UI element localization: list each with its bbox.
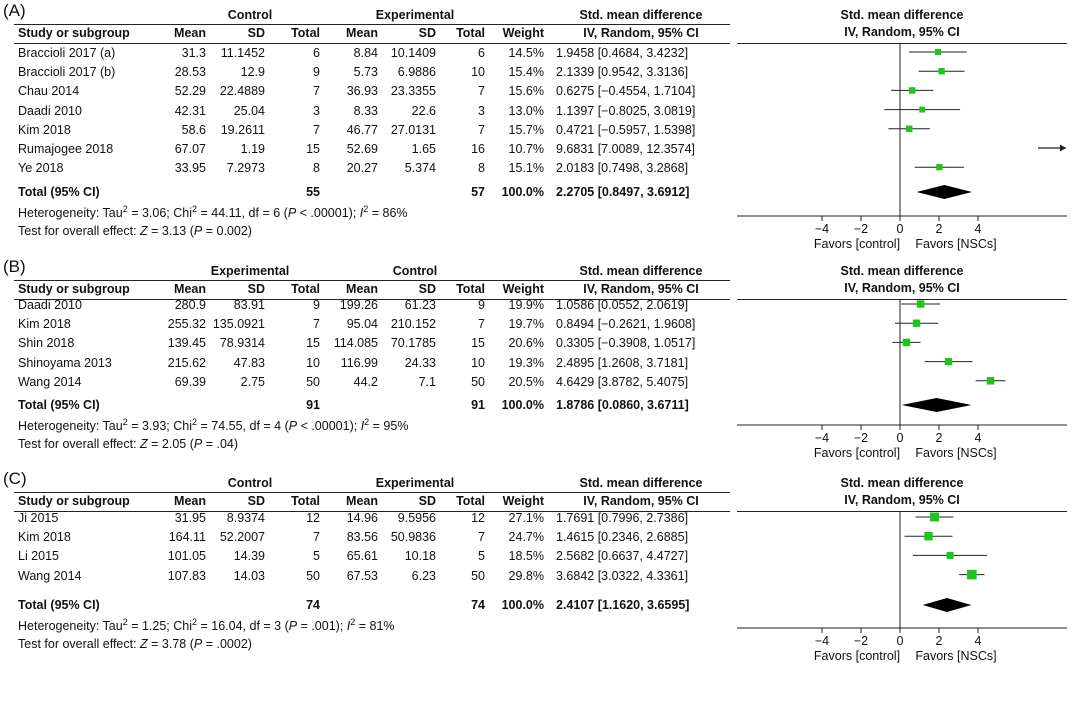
x-tick-label: 2 [935, 222, 943, 236]
smd-header-title: Std. mean difference [579, 264, 703, 278]
point-estimate-square [945, 358, 952, 365]
x-tick-label: 0 [896, 431, 904, 445]
col-total1: Total [291, 282, 320, 296]
x-tick-label: −4 [814, 634, 830, 648]
mean-1: 28.53 [174, 65, 206, 80]
heterogeneity-text-p_tail: < .00001); [296, 206, 360, 220]
smd-ci: 9.6831 [7.0089, 12.3574] [556, 142, 696, 156]
mean-2: 65.61 [346, 549, 378, 564]
overall-effect-text-prefix: Test for overall effect: [18, 224, 141, 238]
total-1: 7 [313, 317, 320, 332]
col-sd2: SD [418, 26, 436, 40]
mean-1: 164.11 [168, 530, 206, 545]
study-name: Shinoyama 2013 [18, 355, 112, 370]
col-sd1: SD [247, 282, 265, 296]
total-2: 8 [478, 161, 485, 176]
smd-ci: 0.8494 [−0.2621, 1.9608] [556, 317, 696, 332]
total-1: 50 [306, 568, 320, 583]
total-2: 10 [471, 65, 485, 80]
heterogeneity-text-sup3: 2 [350, 617, 356, 627]
plot-header-sub: IV, Random, 95% CI [844, 493, 960, 507]
sd-1: 2.75 [240, 374, 265, 389]
heterogeneity-text-p_sym: P [288, 419, 298, 433]
heterogeneity-text-tail: = 95% [369, 419, 409, 433]
sd-2: 24.33 [404, 355, 436, 370]
smd-ci: 0.3305 [−0.3908, 1.0517] [556, 336, 696, 351]
sd-2: 10.18 [404, 549, 436, 564]
total-label: Total (95% CI) [18, 598, 100, 612]
sd-2: 27.0131 [390, 122, 436, 137]
sd-2: 9.5956 [397, 511, 436, 525]
weight: 18.5% [508, 549, 544, 564]
mean-1: 67.07 [174, 142, 206, 156]
study-name: Braccioli 2017 (b) [18, 65, 116, 80]
sd-1: 135.0921 [212, 317, 265, 332]
group2-header: Experimental [375, 8, 455, 22]
smd-ci: 1.1397 [−0.8025, 3.0819] [556, 103, 696, 118]
mean-1: 33.95 [174, 161, 206, 176]
panel-label: (A) [3, 1, 26, 20]
point-estimate-square [909, 87, 915, 93]
mean-1: 52.29 [174, 84, 206, 99]
heterogeneity-text-mid: = 1.25; Chi [127, 619, 192, 633]
study-name: Ye 2018 [18, 161, 64, 176]
favors-left-label: Favors [control] [813, 649, 901, 663]
col-mean1: Mean [174, 282, 206, 296]
sd-2: 6.9886 [397, 65, 436, 80]
sd-2: 210.152 [390, 317, 436, 332]
point-estimate-square [917, 300, 924, 307]
sd-2: 61.23 [404, 298, 436, 312]
study-name: Wang 2014 [18, 568, 82, 583]
total-ci: 2.4107 [1.1620, 3.6595] [556, 598, 690, 612]
weight: 19.9% [508, 298, 544, 312]
col-total2: Total [456, 26, 485, 40]
point-estimate-square [924, 532, 932, 540]
study-name: Daadi 2010 [18, 298, 82, 312]
weight: 24.7% [508, 530, 544, 545]
study-name: Kim 2018 [18, 317, 71, 332]
col-total1: Total [291, 26, 320, 40]
sd-2: 50.9836 [390, 530, 436, 545]
sd-2: 23.3355 [390, 84, 436, 99]
point-estimate-square [919, 107, 925, 113]
heterogeneity-text-p_tail: < .00001); [297, 419, 361, 433]
mean-1: 31.3 [181, 46, 206, 60]
overall-effect-text-p_sym: P [193, 437, 203, 451]
heterogeneity-text-prefix: Heterogeneity: Tau [18, 419, 123, 433]
total-1: 3 [313, 103, 320, 118]
overall-effect-text-p_sym: P [193, 224, 203, 238]
mean-1: 280.9 [174, 298, 206, 312]
total-ci: 1.8786 [0.0860, 3.6711] [556, 398, 689, 412]
total-2: 16 [471, 142, 485, 156]
total-1: 7 [313, 122, 320, 137]
x-tick-label: −4 [814, 431, 830, 445]
weight: 27.1% [508, 511, 544, 525]
pooled-diamond [917, 185, 972, 199]
total-2: 10 [471, 355, 485, 370]
study-name: Daadi 2010 [18, 103, 82, 118]
weight: 15.7% [508, 122, 544, 137]
heterogeneity-text-p_sym: P [288, 619, 298, 633]
heterogeneity-text-p_tail: = .001); [297, 619, 347, 633]
total-2: 7 [478, 530, 485, 545]
sd-1: 7.2973 [226, 161, 265, 176]
total-n2: 57 [471, 185, 485, 199]
total-2: 15 [471, 336, 485, 351]
heterogeneity-text-sup1: 2 [122, 417, 128, 427]
total-n1: 55 [306, 185, 320, 199]
forest-panel-b [0, 257, 1080, 490]
point-estimate-square [903, 339, 911, 347]
total-1: 50 [306, 374, 320, 389]
total-ci: 2.2705 [0.8497, 3.6912] [556, 185, 690, 199]
mean-2: 52.69 [346, 142, 378, 156]
weight: 19.3% [508, 355, 544, 370]
total-weight: 100.0% [501, 185, 544, 199]
mean-2: 116.99 [340, 355, 378, 370]
mean-2: 199.26 [339, 298, 378, 312]
col-sd2: SD [418, 494, 436, 508]
col-mean2: Mean [346, 282, 378, 296]
sd-1: 52.2007 [219, 530, 265, 545]
col-mean2: Mean [346, 26, 378, 40]
x-tick-label: 4 [974, 634, 982, 648]
smd-header-title: Std. mean difference [579, 476, 703, 490]
weight: 14.5% [508, 46, 544, 60]
group1-header: Control [227, 476, 273, 490]
col-smd-sub: IV, Random, 95% CI [583, 282, 699, 296]
col-weight: Weight [502, 494, 544, 508]
smd-ci: 1.4615 [0.2346, 2.6885] [556, 530, 689, 545]
heterogeneity-text-tail: = 86% [368, 206, 408, 220]
sd-1: 47.83 [233, 355, 265, 370]
sd-2: 22.6 [411, 103, 436, 118]
study-name: Kim 2018 [18, 530, 71, 545]
sd-1: 14.39 [233, 549, 265, 564]
forest-plot-area [0, 4, 1080, 251]
col-weight: Weight [502, 282, 544, 296]
forest-panel-c [0, 469, 1080, 702]
weight: 15.1% [508, 161, 544, 176]
study-name: Ji 2015 [18, 511, 59, 525]
col-study: Study or subgroup [18, 494, 130, 508]
mean-2: 67.53 [346, 568, 378, 583]
heterogeneity-text-tail: = 81% [355, 619, 395, 633]
heterogeneity-text-mid2: = 74.55, df = 4 ( [197, 419, 289, 433]
col-smd-sub: IV, Random, 95% CI [583, 494, 699, 508]
total-1: 15 [306, 336, 320, 351]
total-2: 9 [478, 298, 485, 312]
favors-left-label: Favors [control] [813, 237, 901, 251]
point-estimate-square [987, 377, 995, 385]
total-1: 9 [313, 298, 320, 312]
x-tick-label: −2 [853, 431, 869, 445]
col-total1: Total [291, 494, 320, 508]
total-2: 7 [478, 317, 485, 332]
sd-1: 19.2611 [220, 122, 265, 137]
sd-1: 78.9314 [219, 336, 265, 351]
study-name: Li 2015 [18, 549, 60, 564]
total-1: 6 [313, 46, 320, 60]
smd-ci: 1.7691 [0.7996, 2.7386] [556, 511, 689, 525]
total-2: 12 [471, 511, 485, 525]
col-weight: Weight [502, 26, 544, 40]
x-tick-label: −2 [853, 222, 869, 236]
sd-1: 14.03 [233, 568, 265, 583]
heterogeneity-text-i_sym: I [360, 419, 365, 433]
point-estimate-square [936, 164, 942, 170]
smd-ci: 2.0183 [0.7498, 3.2868] [556, 161, 689, 176]
heterogeneity-text-sup1: 2 [122, 204, 128, 214]
mean-1: 107.83 [167, 568, 206, 583]
forest-panel-a [0, 1, 1080, 251]
mean-2: 46.77 [346, 122, 378, 137]
group1-header: Experimental [210, 264, 290, 278]
total-n2: 91 [471, 398, 485, 412]
heterogeneity-text-i_sym: I [346, 619, 351, 633]
total-1: 10 [306, 355, 320, 370]
mean-2: 14.96 [346, 511, 378, 525]
x-tick-label: −2 [853, 634, 869, 648]
mean-1: 31.95 [174, 511, 206, 525]
point-estimate-square [935, 49, 941, 55]
forest-plot-area [0, 472, 1080, 712]
study-name: Rumajogee 2018 [18, 142, 114, 156]
col-sd2: SD [418, 282, 436, 296]
heterogeneity-text-sup2: 2 [192, 204, 198, 214]
ci-arrow-head [1060, 145, 1066, 152]
heterogeneity-text-mid2: = 44.11, df = 6 ( [197, 206, 288, 220]
mean-2: 36.93 [346, 84, 378, 99]
total-n1: 74 [306, 598, 320, 612]
total-2: 5 [478, 549, 485, 564]
sd-1: 11.1452 [220, 46, 265, 60]
total-weight: 100.0% [501, 398, 544, 412]
col-mean1: Mean [174, 494, 206, 508]
sd-1: 22.4889 [219, 84, 265, 99]
col-total2: Total [456, 494, 485, 508]
favors-right-label: Favors [NSCs] [915, 446, 997, 460]
col-study: Study or subgroup [18, 26, 130, 40]
point-estimate-square [947, 552, 954, 559]
panel-label: (C) [3, 469, 27, 488]
weight: 13.0% [508, 103, 544, 118]
x-tick-label: 2 [935, 634, 943, 648]
total-2: 7 [478, 122, 485, 137]
mean-1: 58.6 [181, 122, 206, 137]
col-mean1: Mean [174, 26, 206, 40]
total-2: 50 [471, 568, 485, 583]
study-name: Chau 2014 [18, 84, 80, 99]
group2-header: Experimental [375, 476, 455, 490]
sd-2: 10.1409 [390, 46, 436, 60]
col-total2: Total [456, 282, 485, 296]
heterogeneity-text-sup2: 2 [192, 617, 198, 627]
smd-ci: 2.1339 [0.9542, 3.3136] [556, 65, 689, 80]
total-2: 3 [478, 103, 485, 118]
col-study: Study or subgroup [18, 282, 130, 296]
smd-ci: 1.0586 [0.0552, 2.0619] [556, 298, 689, 312]
mean-1: 69.39 [174, 374, 206, 389]
mean-2: 5.73 [353, 65, 378, 80]
sd-2: 1.65 [411, 142, 436, 156]
mean-1: 255.32 [167, 317, 206, 332]
total-2: 50 [471, 374, 485, 389]
favors-left-label: Favors [control] [813, 446, 901, 460]
study-name: Wang 2014 [18, 374, 82, 389]
weight: 20.5% [508, 374, 544, 389]
heterogeneity-text-prefix: Heterogeneity: Tau [18, 206, 123, 220]
overall-effect-text-p_tail: = .0002) [202, 637, 252, 651]
x-tick-label: 0 [896, 222, 904, 236]
total-n1: 91 [306, 398, 320, 412]
heterogeneity-text-sup3: 2 [364, 417, 370, 427]
weight: 10.7% [508, 142, 544, 156]
weight: 20.6% [508, 336, 544, 351]
mean-2: 20.27 [346, 161, 378, 176]
plot-header-title: Std. mean difference [840, 476, 964, 490]
smd-ci: 3.6842 [3.0322, 4.3361] [556, 568, 689, 583]
total-2: 7 [478, 84, 485, 99]
x-tick-label: 4 [974, 222, 982, 236]
favors-right-label: Favors [NSCs] [915, 649, 997, 663]
x-tick-label: 2 [935, 431, 943, 445]
overall-effect-text-p_sym: P [193, 637, 203, 651]
smd-ci: 2.4895 [1.2608, 3.7181] [556, 355, 689, 370]
total-2: 6 [478, 46, 485, 60]
mean-2: 114.085 [333, 336, 378, 351]
heterogeneity-text-prefix: Heterogeneity: Tau [18, 619, 123, 633]
sd-1: 25.04 [233, 103, 265, 118]
x-tick-label: −4 [814, 222, 830, 236]
overall-effect-text-prefix: Test for overall effect: [18, 637, 141, 651]
study-name: Braccioli 2017 (a) [18, 46, 116, 60]
total-1: 12 [306, 511, 320, 525]
total-label: Total (95% CI) [18, 398, 100, 412]
weight: 15.4% [508, 65, 544, 80]
total-1: 5 [313, 549, 320, 564]
plot-header-sub: IV, Random, 95% CI [844, 25, 960, 39]
mean-1: 215.62 [167, 355, 206, 370]
col-mean2: Mean [346, 494, 378, 508]
group2-header: Control [392, 264, 438, 278]
point-estimate-square [938, 68, 944, 74]
overall-effect-text-z_sym: Z [140, 437, 148, 451]
mean-1: 101.05 [167, 549, 206, 564]
panel-label: (B) [3, 257, 26, 276]
point-estimate-square [913, 320, 920, 327]
weight: 15.6% [508, 84, 544, 99]
x-tick-label: 0 [896, 634, 904, 648]
overall-effect-text-z_val: = 3.78 ( [147, 637, 194, 651]
smd-ci: 0.6275 [−0.4554, 1.7104] [556, 84, 696, 99]
smd-header-title: Std. mean difference [579, 8, 703, 22]
mean-2: 8.33 [353, 103, 378, 118]
overall-effect-text-p_tail: = .04) [202, 437, 239, 451]
heterogeneity-text-sup3: 2 [363, 204, 369, 214]
heterogeneity-text-mid: = 3.06; Chi [127, 206, 192, 220]
total-label: Total (95% CI) [18, 185, 100, 199]
col-smd-sub: IV, Random, 95% CI [583, 26, 699, 40]
overall-effect-text-z_val: = 3.13 ( [147, 224, 194, 238]
overall-effect-text-prefix: Test for overall effect: [18, 437, 141, 451]
weight: 19.7% [508, 317, 544, 332]
total-1: 15 [306, 142, 320, 156]
mean-2: 95.04 [346, 317, 378, 332]
mean-2: 83.56 [346, 530, 378, 545]
overall-effect-text-p_tail: = 0.002) [202, 224, 252, 238]
sd-1: 83.91 [233, 298, 265, 312]
study-name: Shin 2018 [18, 336, 75, 351]
study-name: Kim 2018 [18, 122, 71, 137]
plot-header-title: Std. mean difference [840, 264, 964, 278]
total-1: 9 [313, 65, 320, 80]
col-sd1: SD [247, 26, 265, 40]
pooled-diamond [902, 398, 972, 412]
heterogeneity-text-sup2: 2 [192, 417, 198, 427]
plot-header-title: Std. mean difference [840, 8, 964, 22]
point-estimate-square [930, 513, 939, 522]
overall-effect-text-z_sym: Z [140, 637, 148, 651]
sd-1: 8.9374 [226, 511, 265, 525]
smd-ci: 4.6429 [3.8782, 5.4075] [556, 374, 689, 389]
heterogeneity-text-p_sym: P [287, 206, 297, 220]
sd-2: 70.1785 [390, 336, 436, 351]
weight: 29.8% [508, 568, 544, 583]
x-tick-label: 4 [974, 431, 982, 445]
heterogeneity-text-mid: = 3.93; Chi [127, 419, 192, 433]
sd-2: 6.23 [411, 568, 436, 583]
plot-header-sub: IV, Random, 95% CI [844, 281, 960, 295]
forest-plot-area [0, 260, 1080, 500]
total-1: 7 [313, 530, 320, 545]
mean-2: 8.84 [353, 46, 378, 60]
heterogeneity-text-mid2: = 16.04, df = 3 ( [197, 619, 289, 633]
total-1: 8 [313, 161, 320, 176]
group1-header: Control [227, 8, 273, 22]
heterogeneity-text-sup1: 2 [122, 617, 128, 627]
smd-ci: 1.9458 [0.4684, 3.4232] [556, 46, 689, 60]
sd-2: 7.1 [418, 374, 436, 389]
smd-ci: 0.4721 [−0.5957, 1.5398] [556, 122, 696, 137]
total-1: 7 [313, 84, 320, 99]
overall-effect-text-z_val: = 2.05 ( [147, 437, 194, 451]
mean-1: 139.45 [167, 336, 206, 351]
mean-1: 42.31 [174, 103, 206, 118]
mean-2: 44.2 [353, 374, 378, 389]
point-estimate-square [906, 126, 912, 132]
point-estimate-square [967, 570, 977, 580]
total-weight: 100.0% [501, 598, 544, 612]
sd-1: 12.9 [240, 65, 265, 80]
sd-2: 5.374 [404, 161, 436, 176]
total-n2: 74 [471, 598, 485, 612]
sd-1: 1.19 [240, 142, 265, 156]
smd-ci: 2.5682 [0.6637, 4.4727] [556, 549, 689, 564]
overall-effect-text-z_sym: Z [140, 224, 148, 238]
pooled-diamond [923, 598, 972, 612]
heterogeneity-text-i_sym: I [359, 206, 364, 220]
favors-right-label: Favors [NSCs] [915, 237, 997, 251]
col-sd1: SD [247, 494, 265, 508]
